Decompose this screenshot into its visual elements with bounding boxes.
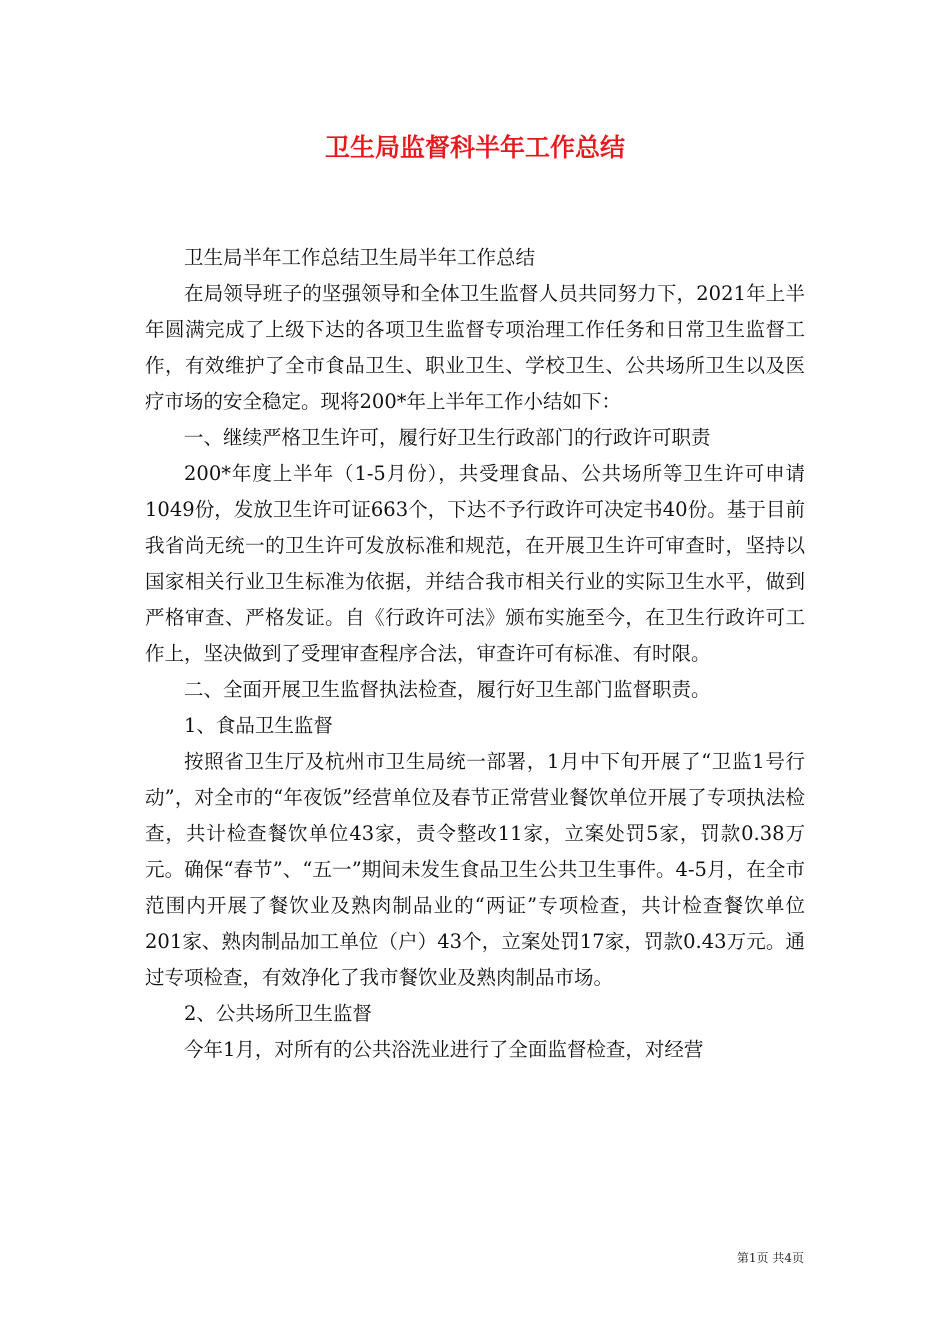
paragraph-subtitle: 卫生局半年工作总结卫生局半年工作总结 — [184, 246, 536, 269]
subheading-food-hygiene: 1、食品卫生监督 — [184, 714, 333, 737]
page-title: 卫生局监督科半年工作总结 — [324, 133, 625, 162]
subheading-public-places: 2、公共场所卫生监督 — [184, 1002, 372, 1025]
section-heading-inspection: 二、全面开展卫生监督执法检查，履行好卫生部门监督职责。 — [184, 678, 711, 701]
paragraph-food-hygiene: 按照省卫生厅及杭州市卫生局统一部署，1月中下旬开展了“卫监1号行动”，对全市的“年夜饭”经营单位及春节正常营业餐饮单位开展了专项执法检查，共计检查餐饮单位43家，责令整改11家，立案处罚5家，罚款0.38万元。确保“春节”、“五一”期间未发生食品卫生公共卫生事件。4-5月，在全市范围内开展了餐饮业及熟肉制品业的“两证”专项检查，共计检查餐饮单位201家、熟肉制品加工单位（户）43个，立案处罚17家，罚款0.43万元。通过专项检查，有效净化了我市餐饮业及熟肉制品市场。 — [145, 750, 805, 989]
page-number: 第1页 共4页 — [736, 1251, 804, 1265]
paragraph-public-places: 今年1月，对所有的公共浴洗业进行了全面监督检查，对经营 — [184, 1038, 704, 1061]
paragraph-license: 200*年度上半年（1-5月份），共受理食品、公共场所等卫生许可申请1049份，发放卫生许可证663个，下达不予行政许可决定书40份。基于目前我省尚无统一的卫生许可发放标准和规范，在开展卫生许可审查时，坚持以国家相关行业卫生标准为依据，并结合我市相关行业的实际卫生水平，做到严格审查、严格发证。自《行政许可法》颁布实施至今，在卫生行政许可工作上，坚决做到了受理审查程序合法，审查许可有标准、有时限。 — [145, 462, 805, 665]
paragraph-intro: 在局领导班子的坚强领导和全体卫生监督人员共同努力下，2021年上半年圆满完成了上级下达的各项卫生监督专项治理工作任务和日常卫生监督工作，有效维护了全市食品卫生、职业卫生、学校卫生、公共场所卫生以及医疗市场的安全稳定。现将200*年上半年工作小结如下： — [145, 282, 805, 413]
document-body — [145, 240, 805, 1068]
section-heading-license: 一、继续严格卫生许可，履行好卫生行政部门的行政许可职责 — [184, 426, 711, 449]
